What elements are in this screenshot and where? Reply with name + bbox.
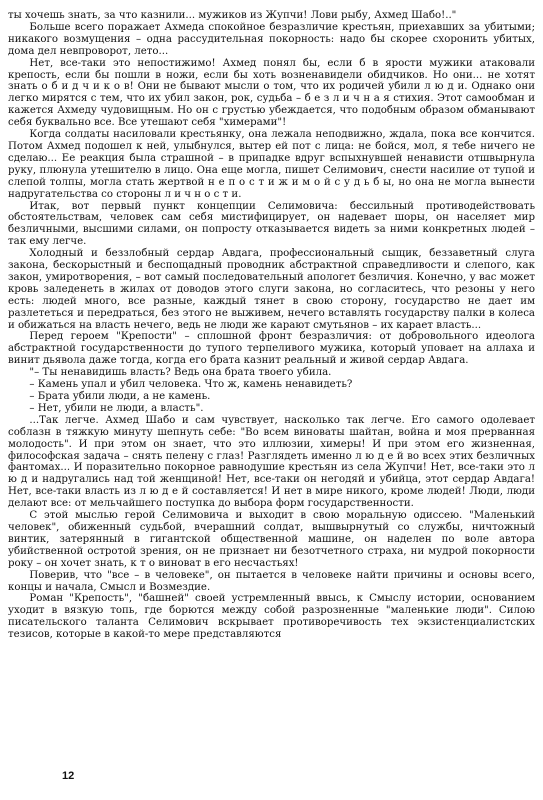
paragraph: – Камень упал и убил человека. Что ж, камень ненавидеть?	[29, 379, 353, 391]
paragraph: Поверив, что "все – в человеке", он пытается в человеке найти причины и основы всего, концы и начала, Смысл и Возмездие.	[8, 569, 535, 593]
paragraph: – Нет, убили не люди, а власть".	[29, 402, 204, 414]
paragraph: Роман "Крепость", "башней" своей устремленный ввысь, к Смыслу истории, основанием уходит в вязкую топь, где борются между собой разрозненные "маленькие люди". Силою писательского таланта Селимович вскрывает противоречивость тех экзистенциалистских тезисов, которые в какой-то мере представляются	[8, 593, 535, 641]
paragraph: С этой мыслью герой Селимовича и выходит в свою моральную одиссею. "Маленький человек", обиженный судьбой, вчерашний солдат, вышвырнутый со службы, ничтожный винтик, затерянный в гигантской общественной машине, он наделен по воле автора убийственной остротой зрения, он не признает ни безотчетного страха, ни мудрой покорности року – он хочет знать, к т о виноват в его несчастьях!	[8, 510, 535, 569]
paragraph: Холодный и беззлобный сердар Авдага, профессиональный сыщик, беззаветный слуга закона, бескорыстный и беспощадный проводник абстрактной справедливости и слепого, как закон, умиротворения, – вот самый последовательный апологет безличия. Конечно, у вас может кровь заледенеть в жилах от доводов этого слуги закона, но согласитесь, что резоны у него есть: людей много, все разные, каждый тянет в свою сторону, государство не дает им разлететься и передраться, без этого не выживем, нечего вставлять государству палки в колеса и обижаться на власть нечего, ведь не люди же карают смутьянов – их карает власть...	[8, 248, 535, 331]
page-number: 12	[62, 770, 75, 782]
paragraph: ...Так легче. Ахмед Шабо и сам чувствует, насколько так легче. Его самого одолевает соблазн в тяжкую минуту шепнуть себе: "Во всем виноваты шайтан, война и моя прерванная молодость". И при этом он знает, что это иллюзии, химеры! И при этом его жизненная, философская задача – снять пелену с глаз! Разглядеть именно л ю д е й во всех этих безличных фантомах... И поразительно покорное равнодушие крестьян из села Жупчи! Нет, все-таки это л ю д и надругались над той женщиной! Нет, все-таки он негодяй и убийца, этот сердар Авдага! Нет, все-таки власть из л ю д е й составляется! И нет в мире никого, кроме людей! Люди, люди делают все: от мельчайшего поступка до выбора форм государственности.	[8, 414, 535, 510]
paragraph: Перед героем "Крепости" – сплошной фронт безразличия: от добровольного идеолога абстрактной государственности до тупого терпеливого мужика, который уповает на аллаха и винит дьявола даже тогда, когда его брата казнит реальный и живой сердар Авдага.	[8, 331, 535, 367]
paragraph: – Брата убили люди, а не камень.	[29, 391, 211, 402]
page-body	[8, 10, 535, 641]
paragraph: "– Ты ненавидишь власть? Ведь она брата твоего убила.	[29, 367, 332, 379]
paragraph: Когда солдаты насиловали крестьянку, она лежала неподвижно, ждала, пока все кончится. Потом Ахмед подошел к ней, улыбнулся, вытер ей пот с лица: не бойся, мол, я тебе ничего не сделаю... Ее реакция была страшной – в припадке вдруг вспыхнувшей ненависти отшвырнула руку, плюнула утешителю в лицо. Она еще могла, пишет Селимович, снести насилие от тупой и слепой толпы, могла стать жертвой н е п о с т и ж и м о й с у д ь б ы, но она не могла вынести надругательства со стороны л и ч н о с т и.	[8, 129, 535, 200]
paragraph: Больше всего поражает Ахмеда спокойное безразличие крестьян, приехавших за убитыми; никакого возмущения – одна рассудительная покорность: надо бы скорее схоронить убитых, дома дел невпроворот, лето...	[8, 21, 535, 57]
paragraph: Нет, все-таки это непостижимо! Ахмед понял бы, если б в ярости мужики атаковали крепость, если бы пошли в ножи, если бы хоть возненавидели обидчиков. Но они... не хотят знать о б и д ч и к о в! Они не бывают мысли о том, что их родичей убили л ю д и. Однако они легко мирятся с тем, что их убил закон, рок, судьба – б е з л и ч н а я стихия. Этот самообман и кажется Ахмеду чудовищным. Но он с грустью убеждается, что подобным образом обманывают себя буквально все. Все утешают себя "химерами"!	[8, 57, 535, 129]
paragraph: Итак, вот первый пункт концепции Селимовича: бессильный противодействовать обстоятельствам, человек сам себя мистифицирует, он надевает шоры, он населяет мир безличными, высшими силами, он попросту отказывается видеть за ними конкретных людей – так ему легче.	[8, 200, 535, 248]
paragraph: ты хочешь знать, за что казнили... мужиков из Жупчи! Лови рыбу, Ахмед Шабо!.."	[8, 10, 457, 21]
